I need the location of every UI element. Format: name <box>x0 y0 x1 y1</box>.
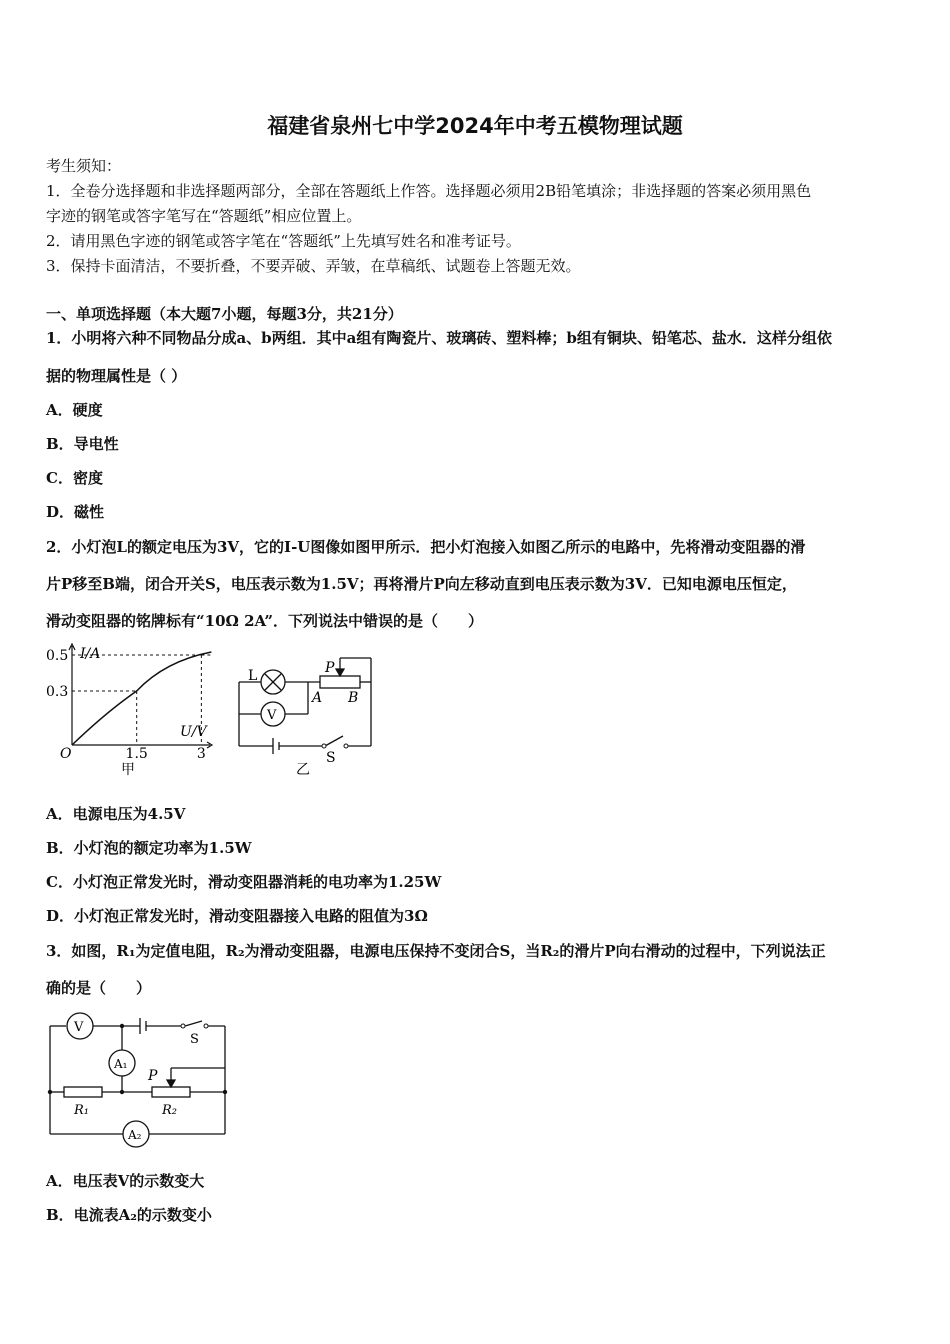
section-heading: 一、单项选择题（本大题7小题，每题3分，共21分） <box>46 305 403 323</box>
y-tick-label: 0.3 <box>46 684 69 700</box>
notice-line: 1．全卷分选择题和非选择题两部分，全部在答题纸上作答。选择题必须用2B铅笔填涂；非选择题的答案必须用黑色 <box>46 182 812 200</box>
voltmeter-label: V <box>267 708 277 723</box>
notice-line: 字迹的钢笔或答字笔写在“答题纸”相应位置上。 <box>46 207 362 225</box>
slider-label: P <box>325 660 335 676</box>
origin-label: O <box>60 746 72 762</box>
iu-graph <box>40 640 220 780</box>
q2-option-c: C．小灯泡正常发光时，滑动变阻器消耗的电功率为1.25W <box>46 873 442 891</box>
q3-stem-line: 3．如图，R₁为定值电阻，R₂为滑动变阻器，电源电压保持不变闭合S，当R₂的滑片P向右滑动的过程中，下列说法正 <box>46 942 826 960</box>
page-title: 福建省泉州七中学2024年中考五模物理试题 <box>267 114 683 138</box>
q1-option-b: B．导电性 <box>46 435 119 453</box>
q3-option-b: B．电流表A₂的示数变小 <box>46 1206 212 1224</box>
end-a-label: A <box>312 690 323 706</box>
switch-lever <box>185 1021 202 1026</box>
slider-arrow <box>167 1080 175 1087</box>
switch-label: S <box>326 750 336 766</box>
notice-heading: 考生须知： <box>46 157 122 175</box>
x-tick-label: 1.5 <box>125 746 148 762</box>
q2-stem-line: 片P移至B端，闭合开关S，电压表示数为1.5V；再将滑片P向左移动直到电压表示数为3V．已知电源电压恒定， <box>46 575 797 593</box>
switch-label: S <box>190 1032 199 1047</box>
y-axis-label: I/A <box>80 646 101 662</box>
x-tick-label: 3 <box>196 746 206 762</box>
switch-lever <box>325 736 343 746</box>
r1-label: R₁ <box>74 1103 89 1118</box>
lamp-label: L <box>248 668 258 684</box>
voltmeter-label: V <box>74 1020 84 1035</box>
circuit-yi <box>230 648 380 783</box>
q2-option-b: B．小灯泡的额定功率为1.5W <box>46 839 252 857</box>
q3-stem-line: 确的是（ ） <box>46 979 152 997</box>
figure-caption: 甲 <box>121 762 135 778</box>
y-tick-label: 0.5 <box>46 648 69 664</box>
q2-stem-line: 2．小灯泡L的额定电压为3V，它的I-U图像如图甲所示．把小灯泡接入如图乙所示的电路中，先将滑动变阻器的滑 <box>46 538 806 556</box>
q1-option-a: A．硬度 <box>46 401 103 419</box>
notice-line: 3．保持卡面清洁，不要折叠，不要弄破、弄皱，在草稿纸、试题卷上答题无效。 <box>46 257 581 275</box>
slider-label: P <box>148 1068 158 1084</box>
ammeter-a1-label: A₁ <box>114 1057 128 1071</box>
slider-arrow <box>336 669 344 676</box>
q1-stem-line: 据的物理属性是（ ） <box>46 367 187 385</box>
q1-stem-line: 1．小明将六种不同物品分成a、b两组．其中a组有陶瓷片、玻璃砖、塑料棒；b组有铜块、铅笔芯、盐水．这样分组依 <box>46 329 832 347</box>
rheostat-symbol <box>320 676 360 688</box>
figure-caption: 乙 <box>296 762 310 778</box>
end-b-label: B <box>348 690 359 706</box>
notice-line: 2．请用黑色字迹的钢笔或答字笔在“答题纸”上先填写姓名和准考证号。 <box>46 232 521 250</box>
r2-symbol <box>152 1087 190 1097</box>
q1-option-d: D．磁性 <box>46 503 105 521</box>
q3-option-a: A．电压表V的示数变大 <box>46 1172 205 1190</box>
ammeter-a2-label: A₂ <box>128 1128 142 1142</box>
x-axis-label: U/V <box>180 724 207 740</box>
q1-option-c: C．密度 <box>46 469 103 487</box>
circuit-q3 <box>42 1008 242 1150</box>
r2-label: R₂ <box>162 1103 177 1118</box>
q2-option-a: A．电源电压为4.5V <box>46 805 186 823</box>
q2-stem-line: 滑动变阻器的铭牌标有“10Ω 2A”．下列说法中错误的是（ ） <box>46 612 484 630</box>
r1-symbol <box>64 1087 102 1097</box>
q2-option-d: D．小灯泡正常发光时，滑动变阻器接入电路的阻值为3Ω <box>46 907 428 925</box>
